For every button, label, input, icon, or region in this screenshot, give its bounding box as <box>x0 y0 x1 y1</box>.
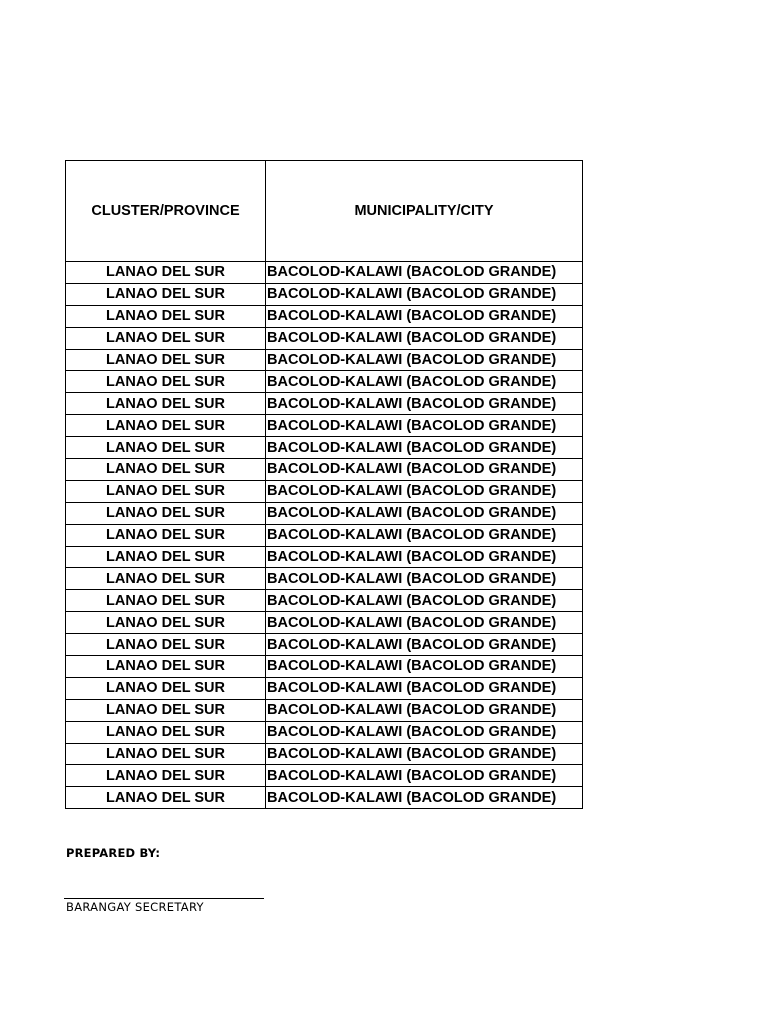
cell-municipality: BACOLOD-KALAWI (BACOLOD GRANDE) <box>266 283 583 305</box>
cell-province: LANAO DEL SUR <box>66 327 266 349</box>
table-row <box>66 393 583 415</box>
table-row <box>66 677 583 699</box>
table-row <box>66 502 583 524</box>
cell-municipality: BACOLOD-KALAWI (BACOLOD GRANDE) <box>266 612 583 634</box>
table-row <box>66 787 583 809</box>
table-row <box>66 743 583 765</box>
cell-province: LANAO DEL SUR <box>66 677 266 699</box>
cell-province: LANAO DEL SUR <box>66 371 266 393</box>
cell-province: LANAO DEL SUR <box>66 590 266 612</box>
cell-municipality: BACOLOD-KALAWI (BACOLOD GRANDE) <box>266 721 583 743</box>
cell-province: LANAO DEL SUR <box>66 546 266 568</box>
table-row <box>66 459 583 481</box>
cell-province: LANAO DEL SUR <box>66 765 266 787</box>
cell-municipality: BACOLOD-KALAWI (BACOLOD GRANDE) <box>266 656 583 678</box>
cell-province: LANAO DEL SUR <box>66 502 266 524</box>
cell-province: LANAO DEL SUR <box>66 699 266 721</box>
table-row <box>66 437 583 459</box>
table-row <box>66 371 583 393</box>
table-row <box>66 283 583 305</box>
table-row <box>66 480 583 502</box>
cell-province: LANAO DEL SUR <box>66 393 266 415</box>
header-municipality-city: MUNICIPALITY/CITY <box>266 161 583 262</box>
cell-municipality: BACOLOD-KALAWI (BACOLOD GRANDE) <box>266 393 583 415</box>
cell-municipality: BACOLOD-KALAWI (BACOLOD GRANDE) <box>266 524 583 546</box>
cell-municipality: BACOLOD-KALAWI (BACOLOD GRANDE) <box>266 415 583 437</box>
prepared-by-label: PREPARED BY: <box>66 846 161 860</box>
table-row <box>66 524 583 546</box>
cell-municipality: BACOLOD-KALAWI (BACOLOD GRANDE) <box>266 349 583 371</box>
cell-province: LANAO DEL SUR <box>66 262 266 284</box>
table-row <box>66 305 583 327</box>
cell-province: LANAO DEL SUR <box>66 787 266 809</box>
cell-municipality: BACOLOD-KALAWI (BACOLOD GRANDE) <box>266 327 583 349</box>
cell-municipality: BACOLOD-KALAWI (BACOLOD GRANDE) <box>266 743 583 765</box>
cell-province: LANAO DEL SUR <box>66 437 266 459</box>
cell-municipality: BACOLOD-KALAWI (BACOLOD GRANDE) <box>266 459 583 481</box>
cell-province: LANAO DEL SUR <box>66 283 266 305</box>
cell-municipality: BACOLOD-KALAWI (BACOLOD GRANDE) <box>266 787 583 809</box>
table-header <box>66 161 583 262</box>
cell-municipality: BACOLOD-KALAWI (BACOLOD GRANDE) <box>266 480 583 502</box>
cell-province: LANAO DEL SUR <box>66 524 266 546</box>
cell-province: LANAO DEL SUR <box>66 480 266 502</box>
cell-province: LANAO DEL SUR <box>66 349 266 371</box>
cell-province: LANAO DEL SUR <box>66 721 266 743</box>
table-row <box>66 612 583 634</box>
header-row <box>66 161 583 262</box>
table-row <box>66 656 583 678</box>
cell-province: LANAO DEL SUR <box>66 568 266 590</box>
table-row <box>66 634 583 656</box>
table-row <box>66 262 583 284</box>
table-row <box>66 327 583 349</box>
cell-municipality: BACOLOD-KALAWI (BACOLOD GRANDE) <box>266 371 583 393</box>
table-row <box>66 415 583 437</box>
table-row <box>66 699 583 721</box>
municipality-table <box>65 160 583 809</box>
cell-province: LANAO DEL SUR <box>66 305 266 327</box>
table-row <box>66 349 583 371</box>
signatory-title: BARANGAY SECRETARY <box>66 900 204 914</box>
table-row <box>66 721 583 743</box>
table-body <box>66 262 583 809</box>
header-cluster-province: CLUSTER/PROVINCE <box>66 161 266 262</box>
cell-municipality: BACOLOD-KALAWI (BACOLOD GRANDE) <box>266 546 583 568</box>
cell-province: LANAO DEL SUR <box>66 415 266 437</box>
cell-province: LANAO DEL SUR <box>66 459 266 481</box>
cell-municipality: BACOLOD-KALAWI (BACOLOD GRANDE) <box>266 305 583 327</box>
table-row <box>66 765 583 787</box>
cell-municipality: BACOLOD-KALAWI (BACOLOD GRANDE) <box>266 677 583 699</box>
cell-municipality: BACOLOD-KALAWI (BACOLOD GRANDE) <box>266 502 583 524</box>
signature-line <box>64 898 264 899</box>
cell-municipality: BACOLOD-KALAWI (BACOLOD GRANDE) <box>266 568 583 590</box>
table-row <box>66 590 583 612</box>
cell-municipality: BACOLOD-KALAWI (BACOLOD GRANDE) <box>266 765 583 787</box>
cell-municipality: BACOLOD-KALAWI (BACOLOD GRANDE) <box>266 262 583 284</box>
cell-municipality: BACOLOD-KALAWI (BACOLOD GRANDE) <box>266 590 583 612</box>
table-row <box>66 568 583 590</box>
cell-province: LANAO DEL SUR <box>66 743 266 765</box>
cell-province: LANAO DEL SUR <box>66 656 266 678</box>
table-row <box>66 546 583 568</box>
cell-municipality: BACOLOD-KALAWI (BACOLOD GRANDE) <box>266 699 583 721</box>
cell-municipality: BACOLOD-KALAWI (BACOLOD GRANDE) <box>266 634 583 656</box>
cell-province: LANAO DEL SUR <box>66 634 266 656</box>
cell-province: LANAO DEL SUR <box>66 612 266 634</box>
cell-municipality: BACOLOD-KALAWI (BACOLOD GRANDE) <box>266 437 583 459</box>
